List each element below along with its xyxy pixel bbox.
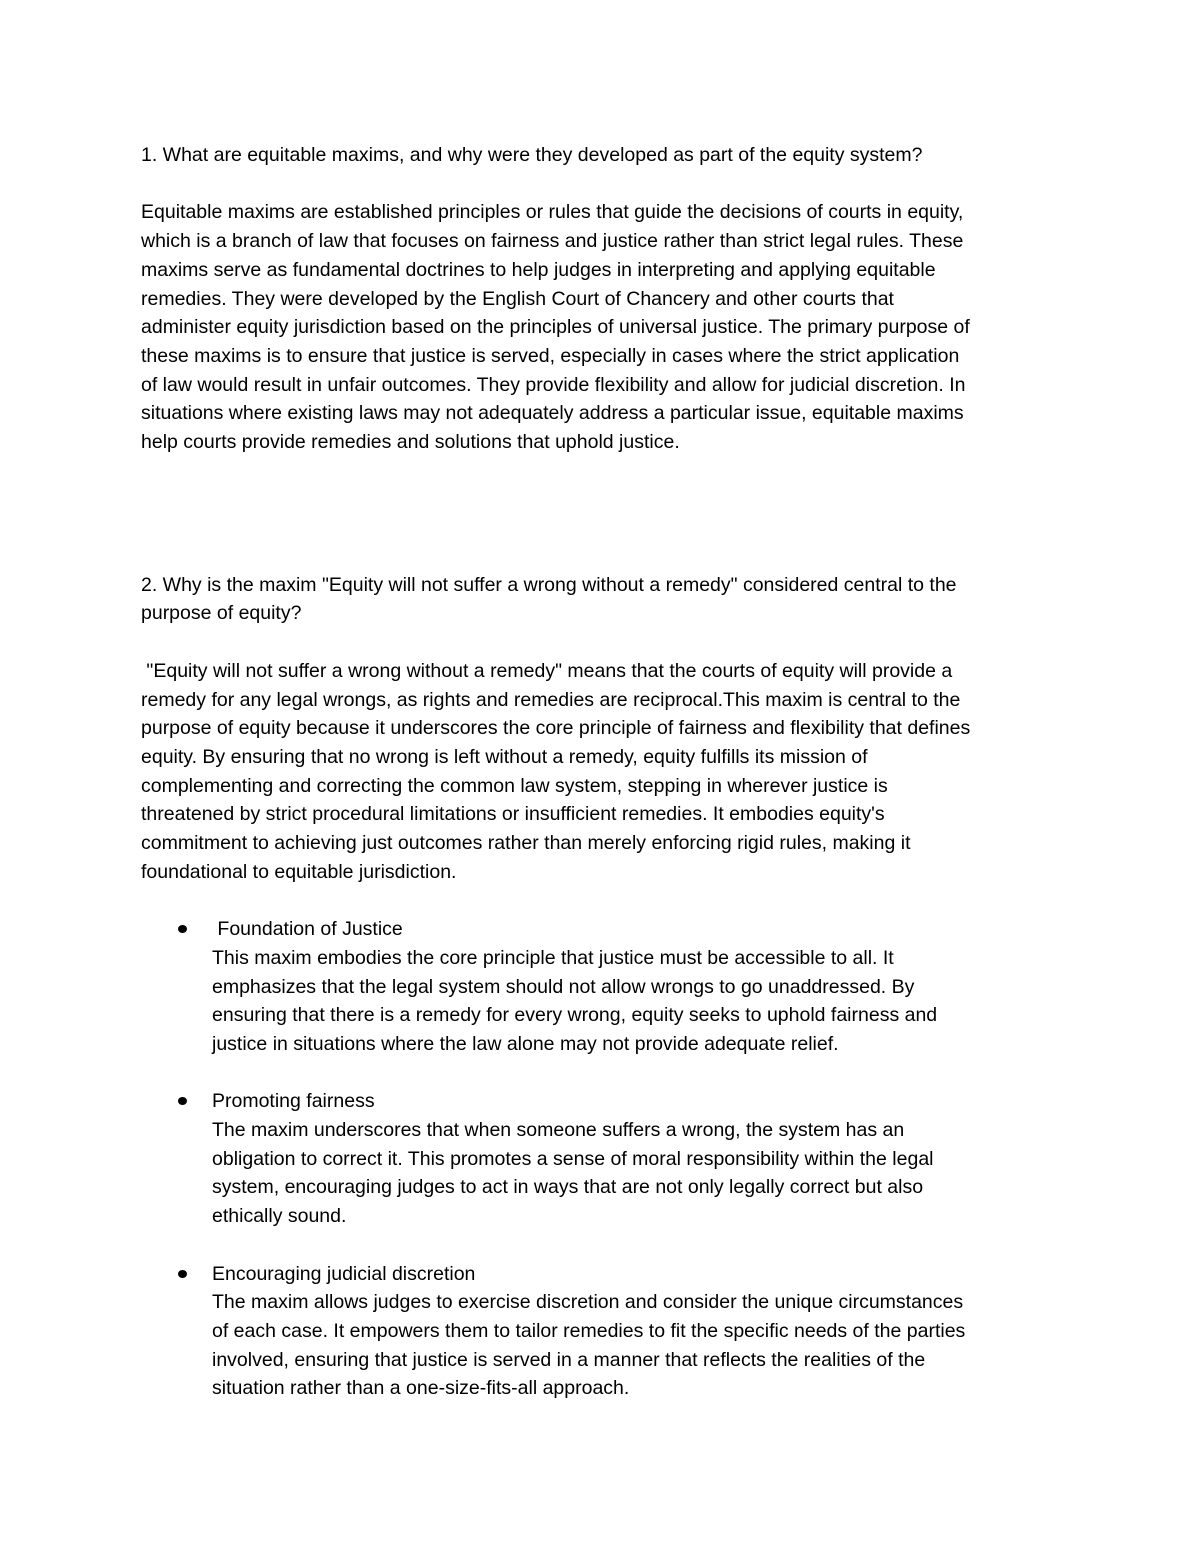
bullet-list [141, 915, 1071, 1403]
bullet-text-line: ethically sound. [212, 1205, 347, 1228]
bullet-dot-icon [178, 1270, 187, 1278]
question-2 [141, 571, 1071, 628]
document-page [141, 141, 1071, 1432]
bullet-text-line: This maxim embodies the core principle that justice must be accessible to all. It [212, 946, 894, 969]
bullet-text-line: system, encouraging judges to act in ways that are not only legally correct but also [212, 1176, 924, 1199]
answer-1-line: Equitable maxims are established principles or rules that guide the decisions of courts in equity, [141, 201, 964, 224]
answer-1 [141, 198, 1071, 456]
question-1-line: 1. What are equitable maxims, and why were they developed as part of the equity system? [141, 144, 923, 166]
answer-2-line: equity. By ensuring that no wrong is left without a remedy, equity fulfills its mission of [141, 745, 868, 768]
answer-2-line: purpose of equity because it underscores the core principle of fairness and flexibility that defines [141, 717, 971, 740]
bullet-text-line: The maxim allows judges to exercise discretion and consider the unique circumstances [212, 1291, 964, 1314]
bullet-text-line: of each case. It empowers them to tailor remedies to fit the specific needs of the parties [212, 1319, 966, 1342]
bullet-text-line: obligation to correct it. This promotes a sense of moral responsibility within the legal [212, 1147, 934, 1170]
bullet-dot-icon [178, 925, 187, 933]
bullet-text-line: involved, ensuring that justice is served in a manner that reflects the realities of the [212, 1348, 926, 1371]
answer-1-line: situations where existing laws may not adequately address a particular issue, equitable maxims [141, 402, 964, 425]
question-1 [141, 141, 1071, 170]
bullet-title: Promoting fairness [212, 1090, 375, 1113]
answer-2-line: remedy for any legal wrongs, as rights and remedies are reciprocal.This maxim is central to the [141, 688, 961, 711]
bullet-title: Foundation of Justice [212, 918, 403, 941]
bullet-text-line: emphasizes that the legal system should not allow wrongs to go unaddressed. By [212, 975, 915, 998]
bullet-title: Encouraging judicial discretion [212, 1262, 476, 1285]
answer-2-line: commitment to achieving just outcomes rather than merely enforcing rigid rules, making it [141, 832, 911, 855]
answer-1-line: remedies. They were developed by the English Court of Chancery and other courts that [141, 287, 894, 310]
answer-2-line: foundational to equitable jurisdiction. [141, 860, 457, 883]
question-2-line: purpose of equity? [141, 602, 302, 625]
answer-1-line: maxims serve as fundamental doctrines to help judges in interpreting and applying equitable [141, 258, 936, 281]
bullet-item-foundation-of-justice [141, 915, 1071, 1059]
answer-2-line: threatened by strict procedural limitations or insufficient remedies. It embodies equity's [141, 803, 885, 826]
bullet-item-encouraging-judicial-discretion [141, 1260, 1071, 1404]
bullet-item-promoting-fairness [141, 1087, 1071, 1231]
answer-1-line: of law would result in unfair outcomes. They provide flexibility and allow for judicial discretion. In [141, 373, 966, 396]
question-2-line: 2. Why is the maxim "Equity will not suffer a wrong without a remedy" considered central to the [141, 573, 957, 596]
answer-1-line: help courts provide remedies and solutions that uphold justice. [141, 431, 680, 454]
answer-1-line: these maxims is to ensure that justice is served, especially in cases where the strict application [141, 344, 960, 367]
answer-1-line: administer equity jurisdiction based on the principles of universal justice. The primary purpose of [141, 316, 970, 339]
bullet-text-line: The maxim underscores that when someone suffers a wrong, the system has an [212, 1119, 905, 1142]
bullet-text-line: ensuring that there is a remedy for every wrong, equity seeks to uphold fairness and [212, 1004, 938, 1027]
bullet-dot-icon [178, 1097, 187, 1105]
answer-2-line: "Equity will not suffer a wrong without a remedy" means that the courts of equity will provide a [141, 659, 953, 682]
answer-1-line: which is a branch of law that focuses on fairness and justice rather than strict legal rules. These [141, 230, 964, 253]
answer-2 [141, 657, 1071, 887]
answer-2-line: complementing and correcting the common law system, stepping in wherever justice is [141, 774, 888, 797]
bullet-text-line: situation rather than a one-size-fits-all approach. [212, 1377, 630, 1400]
bullet-text-line: justice in situations where the law alone may not provide adequate relief. [212, 1032, 839, 1055]
